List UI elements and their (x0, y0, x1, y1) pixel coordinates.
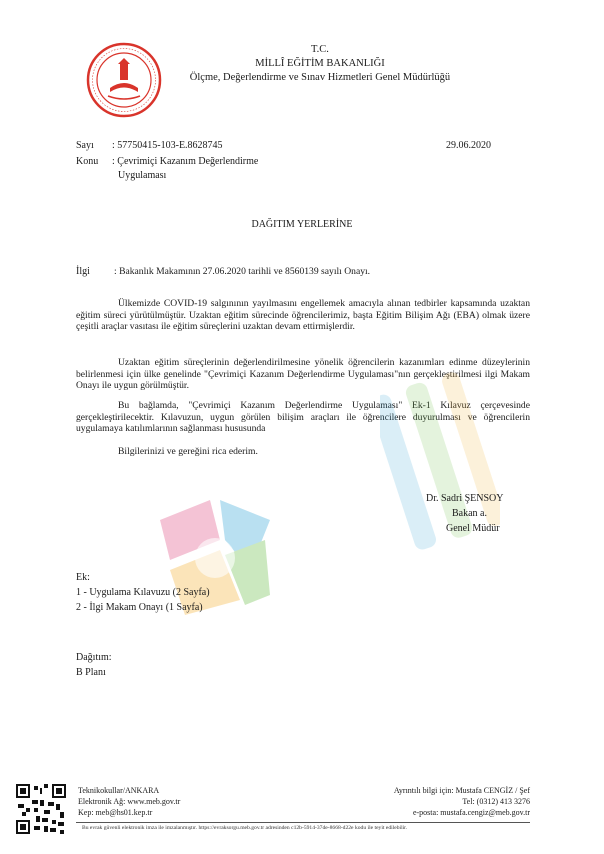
body-paragraph-2: Uzaktan eğitim süreçlerinin değerlendirilmesine yönelik öğrencilerin kazanımları edinme düzeylerinin belirlenmesi için ülke genelinde "Çevrimiçi Kazanım Değerlendirme Uygulaması"nın gerçekleştirilmesi ilgi Makam Onayı ile uygun görülmüştür. (76, 357, 530, 392)
qr-code-icon[interactable] (16, 784, 66, 834)
verification-note: Bu evrak güvenli elektronik imza ile imzalanmıştır. https://evraksorgu.meb.gov.tr adresinden c12b-5914-37de-8668-d22e kodu ile teyit edilebilir. (82, 825, 408, 831)
ilgi-label: İlgi (76, 266, 90, 277)
signatory-title-2: Genel Müdür (446, 523, 500, 534)
konu-value-line1: : Çevrimiçi Kazanım Değerlendirme (112, 156, 259, 167)
footer-phone: Tel: (0312) 413 3276 (462, 797, 530, 806)
recipient: DAĞITIM YERLERİNE (251, 219, 353, 230)
footer-email: e-posta: mustafa.cengiz@meb.gov.tr (412, 808, 530, 817)
body-paragraph-3: Bu bağlamda, "Çevrimiçi Kazanım Değerlendirme Uygulaması" Ek-1 Kılavuz çerçevesinde gerçekleştirilecektir. Kılavuzun, uygun görülen bilişim araçları ile öğrencilere duyurulması ve öğrencilerin uygulamaya katılımlarının sağlanması hususunda (76, 400, 530, 435)
distribution-value: B Planı (76, 667, 106, 678)
footer-address: Teknikokullar/ANKARA (78, 786, 160, 795)
sayi-value: : 57750415-103-E.8628745 (112, 140, 223, 151)
ilgi-value: : Bakanlık Makamının 27.06.2020 tarihli ve 8560139 sayılı Onayı. (114, 266, 371, 277)
body-paragraph-4: Bilgilerinizi ve gereğini rica ederim. (118, 446, 258, 457)
footer-contact-person: Ayrıntılı bilgi için: Mustafa CENGİZ / Şef (393, 786, 530, 795)
attachment-item-2: 2 - İlgi Makam Onayı (1 Sayfa) (76, 602, 203, 613)
attachment-item-1: 1 - Uygulama Kılavuzu (2 Sayfa) (76, 587, 210, 598)
konu-label: Konu (76, 156, 99, 167)
signatory-title-1: Bakan a. (452, 508, 487, 519)
distribution-label: Dağıtım: (76, 652, 112, 663)
header-directorate: Ölçme, Değerlendirme ve Sınav Hizmetleri Genel Müdürlüğü (189, 72, 451, 83)
sayi-label: Sayı (76, 140, 94, 151)
signatory-name: Dr. Sadri ŞENSOY (426, 493, 504, 504)
footer-website: Elektronik Ağ: www.meb.gov.tr (78, 797, 181, 806)
body-paragraph-1: Ülkemizde COVID-19 salgınının yayılmasını engellemek amacıyla alınan tedbirler kapsamında uzaktan eğitim süreci yürütülmüştür. Uzaktan eğitim sürecinde öğrencilerimiz, başta Eğitim Bilişim Ağı (EBA) olmak üzere çeşitli araçlar vasıtası ile eğitim süreçlerini uzaktan devam ettirmişlerdir. (76, 298, 530, 333)
footer-kep: Kep: meb@hs01.kep.tr (78, 808, 153, 817)
footer-divider (76, 822, 530, 823)
document-date: 29.06.2020 (446, 140, 491, 151)
header-tc: T.C. (311, 44, 329, 55)
konu-value-line2: Uygulaması (118, 170, 167, 181)
header-ministry: MİLLÎ EĞİTİM BAKANLIĞI (255, 58, 385, 69)
attachments-label: Ek: (76, 572, 90, 583)
